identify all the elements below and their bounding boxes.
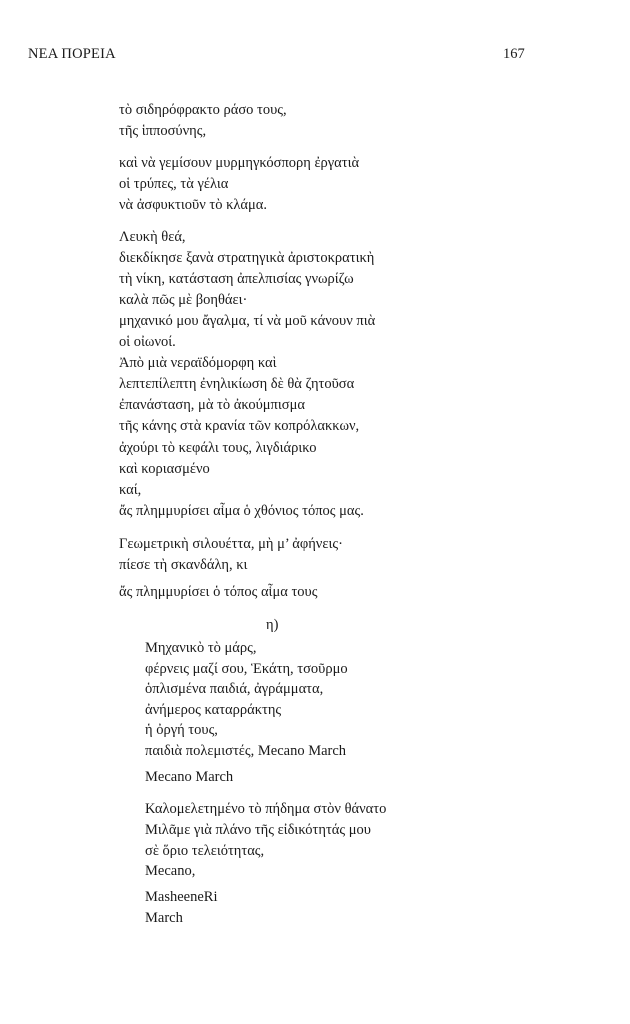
poem-line: ἀνήμερος καταρράκτης	[145, 701, 282, 718]
poem-line: ἀχούρι τὸ κεφάλι τους, λιγδιάρικο	[119, 440, 317, 456]
poem-line: τὴ νίκη, κατάσταση ἀπελπισίας γνωρίζω	[119, 271, 354, 287]
stanza-9	[145, 799, 386, 882]
poem-line: Μηχανικὸ τὸ μάρς,	[145, 640, 257, 656]
poem-line: μηχανικό μου ἄγαλμα, τί νὰ μοῦ κάνουν πιὰ	[119, 313, 376, 329]
poem-line: νὰ ἀσφυκτιοῦν τὸ κλάμα.	[119, 197, 268, 213]
poem-line: καί,	[119, 482, 142, 498]
running-header-title: ΝΕΑ ΠΟΡΕΙΑ	[28, 46, 116, 62]
poem-line: ἄς πλημμυρίσει ὁ τόπος αἷμα τους	[119, 584, 318, 600]
poem-line: παιδιὰ πολεμιστές, Mecano March	[145, 742, 347, 759]
stanza-3	[119, 227, 375, 437]
poem-line: ἐπανάσταση, μὰ τὸ ἀκούμπισμα	[119, 397, 305, 413]
poem-line: καλὰ πῶς μὲ βοηθάει·	[119, 292, 248, 308]
stanza-1	[119, 100, 287, 142]
poem-line: διεκδίκησε ξανὰ στρατηγικὰ ἀριστοκρατικὴ	[119, 250, 375, 266]
poem-line: Ἀπὸ μιὰ νεραϊδόμορφη καὶ	[119, 355, 277, 371]
poem-line: Mecano,	[145, 863, 196, 880]
poem-line: Καλομελετημένο τὸ πήδημα στὸν θάνατο	[145, 801, 387, 817]
poem-line: March	[145, 910, 183, 926]
poem-line: καὶ κοριασμένο	[119, 461, 210, 477]
poem-line: Λευκὴ θεά,	[119, 229, 186, 245]
poem-line: οἱ τρύπες, τὰ γέλια	[119, 176, 229, 192]
poem-line: τὸ σιδηρόφρακτο ράσο τους,	[119, 102, 287, 118]
poem-line: ὁπλισμένα παιδιά, ἀγράμματα,	[145, 681, 324, 698]
poem-line: Mecano March	[145, 769, 234, 785]
poem-line: Μιλᾶμε γιὰ πλάνο τῆς εἰδικότητάς μου	[145, 821, 371, 838]
poem-line: πίεσε τὴ σκανδάλη, κι	[119, 557, 248, 573]
poem-line: οἱ οἰωνοί.	[119, 334, 176, 350]
poem-line: καὶ νὰ γεμίσουν μυρμηγκόσπορη ἐργατιὰ	[119, 155, 360, 171]
stanza-6	[119, 582, 317, 603]
poem-line: τῆς ἱπποσύνης,	[119, 123, 207, 139]
section-marker: η)	[266, 617, 279, 633]
stanza-5	[119, 534, 343, 576]
poem-line: Γεωμετρικὴ σιλουέττα, μὴ μ’ ἀφήνεις·	[119, 536, 343, 552]
poem-line: φέρνεις μαζί σου, Ἑκάτη, τσοῦρμο	[145, 660, 348, 677]
poem-line: λεπτεπίλεπτη ἐνηλικίωση δὲ θὰ ζητοῦσα	[119, 376, 355, 392]
stanza-8	[145, 767, 233, 788]
page-number: 167	[503, 46, 525, 62]
poem-line: ἄς πλημμυρίσει αἷμα ὁ χθόνιος τόπος μας.	[119, 503, 364, 519]
stanza-10	[145, 887, 217, 929]
poem-line: τῆς κάνης στὰ κρανία τῶν κοπρόλακκων,	[119, 418, 360, 434]
stanza-4	[119, 438, 364, 522]
poem-line: σὲ ὅριο τελειότητας,	[145, 842, 265, 859]
poem-line: MasheeneRi	[145, 889, 218, 905]
stanza-2	[119, 153, 359, 216]
stanza-7	[145, 638, 348, 762]
poem-line: ἡ ὀργή τους,	[145, 722, 218, 739]
